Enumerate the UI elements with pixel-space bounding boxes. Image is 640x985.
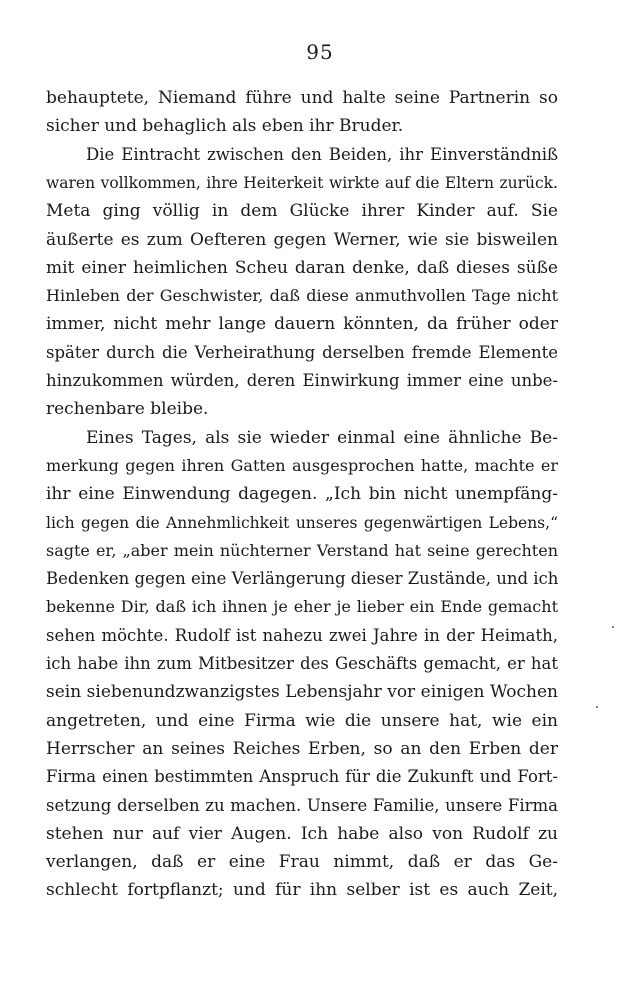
text-line: später durch die Verheirathung derselben fremde Elemente xyxy=(46,342,558,362)
text-line: Firma einen bestimmten Anspruch für die Zukunft und Fort- xyxy=(46,767,558,787)
print-speck xyxy=(612,626,614,628)
text-line: waren vollkommen, ihre Heiterkeit wirkte auf die Eltern zurück. xyxy=(46,173,558,192)
text-line: ihr eine Einwendung dagegen. „Ich bin nicht unempfäng- xyxy=(46,484,558,505)
text-line: ich habe ihn zum Mitbesitzer des Geschäfts gemacht, er hat xyxy=(46,654,558,673)
text-line: Herrscher an seines Reiches Erben, so an den Erben der xyxy=(46,738,558,759)
page-number: 95 xyxy=(306,40,334,64)
text-line: mit einer heimlichen Scheu daran denke, daß dieses süße xyxy=(46,257,558,278)
text-line: merkung gegen ihren Gatten ausgesprochen hatte, machte er xyxy=(46,455,558,475)
text-line: behauptete, Niemand führe und halte seine Partnerin so xyxy=(46,88,558,108)
text-line: sein siebenundzwanzigstes Lebensjahr vor einigen Wochen xyxy=(46,682,558,703)
text-line: stehen nur auf vier Augen. Ich habe also von Rudolf zu xyxy=(46,823,558,844)
text-line: setzung derselben zu machen. Unsere Familie, unsere Firma xyxy=(46,795,558,815)
text-line: äußerte es zum Oefteren gegen Werner, wie sie bisweilen xyxy=(46,229,558,250)
text-line: sehen möchte. Rudolf ist nahezu zwei Jahre in der Heimath, xyxy=(46,625,558,645)
text-line: immer, nicht mehr lange dauern könnten, da früher oder xyxy=(46,314,558,335)
text-line: hinzukommen würden, deren Einwirkung immer eine unbe- xyxy=(46,371,558,390)
text-line: bekenne Dir, daß ich ihnen je eher je lieber ein Ende gemacht xyxy=(46,597,558,617)
text-line: sicher und behaglich als eben ihr Bruder. xyxy=(46,116,404,137)
text-line: Meta ging völlig in dem Glücke ihrer Kinder auf. Sie xyxy=(46,201,558,222)
text-line: lich gegen die Annehmlichkeit unseres gegenwärtigen Lebens,“ xyxy=(46,513,558,532)
text-line: Hinleben der Geschwister, daß diese anmuthvollen Tage nicht xyxy=(46,286,558,306)
print-speck xyxy=(596,706,598,708)
text-line: verlangen, daß er eine Frau nimmt, daß er das Ge- xyxy=(46,852,558,873)
text-line: angetreten, und eine Firma wie die unsere hat, wie ein xyxy=(46,710,558,731)
text-line: sagte er, „aber mein nüchterner Verstand hat seine gerechten xyxy=(46,540,558,560)
text-line: rechenbare bleibe. xyxy=(46,399,209,420)
text-line: Eines Tages, als sie wieder einmal eine ähnliche Be- xyxy=(86,427,558,448)
text-line: Bedenken gegen eine Verlängerung dieser Zustände, und ich xyxy=(46,569,559,589)
text-line: schlecht fortpflanzt; und für ihn selber ist es auch Zeit, xyxy=(46,880,558,901)
text-line: Die Eintracht zwischen den Beiden, ihr Einverständniß xyxy=(86,144,558,164)
